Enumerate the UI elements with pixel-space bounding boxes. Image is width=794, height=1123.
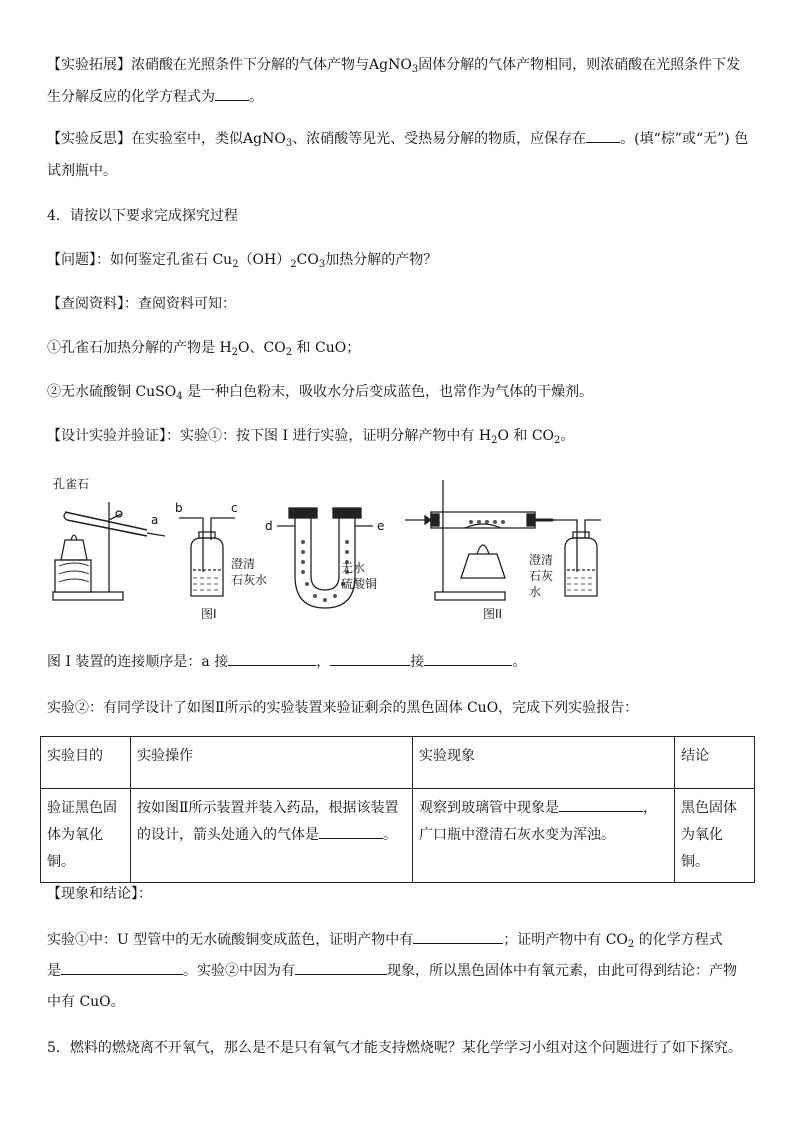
reflection-paragraph-line2: 试剂瓶中。 [47, 163, 117, 179]
info-line: 【查阅资料】：查阅资料可知： [47, 296, 236, 312]
label-lime-5: 水 [529, 585, 542, 599]
cell-phenomenon: 观察到玻璃管中现象是 ，广口瓶中澄清石灰水变为浑浊。 [413, 789, 675, 883]
cuso4-granules [301, 520, 505, 602]
u-tube-stopper-right [333, 508, 361, 518]
design-line: 【设计实验并验证】：实验①：按下图 I 进行实验，证明分解产物中有 $H_2O$ 和 $CO_2$。 [47, 428, 575, 446]
answer-blank-co2-equation[interactable] [61, 960, 183, 975]
answer-blank-conn-1[interactable] [228, 651, 316, 666]
figure-2-caption: 图II [483, 607, 503, 621]
label-c: c [231, 501, 238, 515]
label-malachite: 孔雀石 [53, 477, 90, 491]
apparatus-figure [45, 472, 655, 632]
header-operation: 实验操作 [131, 737, 413, 789]
u-tube [295, 512, 355, 608]
label-d: d [265, 519, 273, 533]
label-cuso4-2: 硫酸铜 [341, 577, 378, 591]
extension-paragraph-line2: 生分解反应的化学方程式为 。 [47, 86, 752, 108]
extension-paragraph: 【实验拓展】浓硝酸在光照条件下分解的气体产物与AgNO$_3$固体分解的气体产物相同，则浓硝酸在光照条件下发 [47, 57, 741, 75]
problem-line: 【问题】：如何鉴定孔雀石 $Cu_2(OH)_2CO_3$加热分解的产物？ [47, 252, 438, 270]
header-conclusion: 结论 [675, 737, 755, 789]
result-line-2: 是 。实验②中因为有 现象，所以黑色固体中有氧元素，由此可得到结论：产物 [47, 960, 752, 982]
cell-conclusion: 黑色固体为氧化铜。 [675, 789, 755, 883]
label-lime-3: 澄清 [529, 553, 554, 567]
figure-1-caption: 图I [201, 607, 217, 621]
answer-blank-equation[interactable] [215, 86, 249, 101]
outlet-tube [147, 533, 165, 536]
label-lime-1: 澄清 [231, 557, 256, 571]
answer-blank-conn-2[interactable] [330, 651, 410, 666]
result-heading: 【现象和结论】： [47, 886, 152, 902]
wash-bottle-2 [565, 538, 597, 596]
experiment-report-table [40, 736, 755, 883]
label-cuso4-1: 无水 [341, 561, 366, 575]
label-lime-4: 石灰 [529, 569, 554, 583]
answer-blank-tube-phenomenon[interactable] [559, 797, 643, 812]
info-item-1: ①孔雀石加热分解的产物是 $H_2O$、$CO_2$ 和 CuO； [47, 340, 361, 358]
answer-blank-phenomenon[interactable] [295, 960, 387, 975]
table-header-row [41, 737, 755, 789]
alcohol-lamp [61, 540, 87, 560]
label-e: e [377, 519, 385, 533]
info-item-2: ②无水硫酸铜 CuSO$_4$ 是一种白色粉末，吸收水分后变成蓝色，也常作为气体的干燥剂。 [47, 384, 594, 402]
result-line-1: 实验①中：U 型管中的无水硫酸铜变成蓝色，证明产物中有 ；证明产物中有 $CO_2$ 的化学方程式 [47, 929, 752, 951]
question-5-line: 5．燃料的燃烧离不开氧气，那么是不是只有氧气才能支持燃烧呢？某化学学习小组对这个问题进行了如下探究。 [47, 1040, 742, 1056]
label-lime-2: 石灰水 [231, 573, 268, 587]
result-line-3: 中有 CuO。 [47, 994, 125, 1010]
connection-line: 图 I 装置的连接顺序是：a 接 ， 接 。 [47, 651, 752, 673]
table-row [41, 789, 755, 883]
flame-2 [477, 545, 489, 554]
label-b: b [175, 501, 183, 515]
question-4-title: 4．请按以下要求完成探究过程 [47, 208, 238, 224]
alcohol-lamp-2 [461, 554, 505, 578]
glass-tube [431, 512, 535, 528]
header-phenomenon: 实验现象 [413, 737, 675, 789]
u-tube-stopper-left [289, 508, 317, 518]
answer-blank-bottle-color[interactable] [586, 128, 620, 143]
stand-base-2 [435, 592, 505, 600]
stand-base [53, 592, 123, 600]
answer-blank-conn-3[interactable] [424, 651, 512, 666]
answer-blank-gas[interactable] [319, 824, 383, 839]
answer-blank-product[interactable] [413, 929, 503, 944]
wash-bottle-1 [191, 538, 223, 596]
header-purpose: 实验目的 [41, 737, 131, 789]
cell-operation: 按如图Ⅱ所示装置并装入药品，根据该装置的设计，箭头处通入的气体是 。 [131, 789, 413, 883]
flame [71, 535, 77, 540]
experiment-2-line: 实验②：有同学设计了如图Ⅱ所示的实验装置来验证剩余的黑色固体 CuO，完成下列实验报告： [47, 700, 639, 716]
label-a: a [151, 513, 159, 527]
cell-purpose: 验证黑色固体为氧化铜。 [41, 789, 131, 883]
reflection-paragraph: 【实验反思】在实验室中，类似AgNO$_3$、浓硝酸等见光、受热易分解的物质，应保存在 。(填“棕”或“无”) 色 [47, 128, 752, 150]
